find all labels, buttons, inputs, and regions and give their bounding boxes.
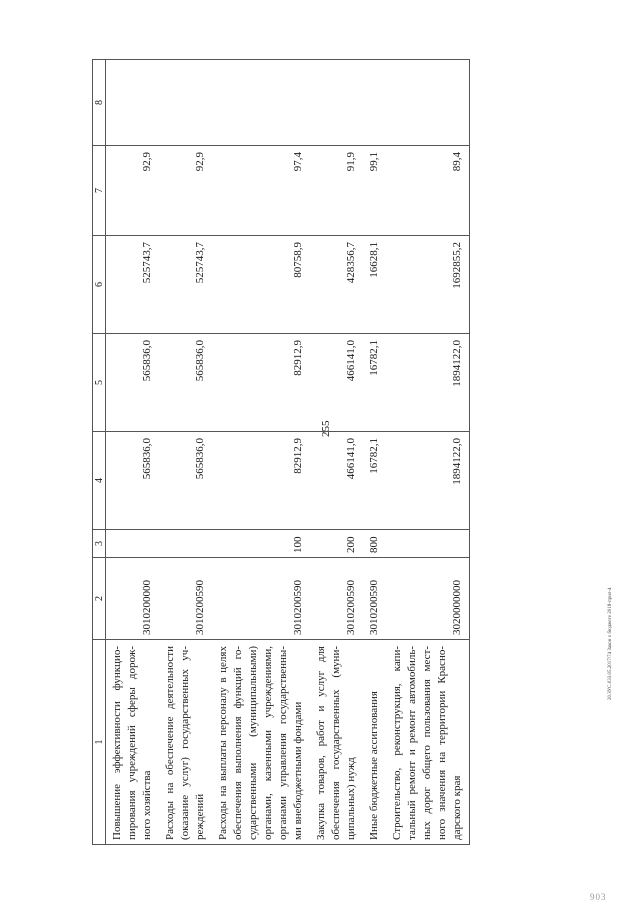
row-name: Иные бюджетные ассигнования bbox=[363, 640, 386, 845]
row-name: Расходы на обеспечение деятельности (оказание услуг) государственных уч-реждений bbox=[159, 640, 212, 845]
row-value-5: 466141,0 bbox=[310, 432, 363, 530]
row-code: 3020000000 bbox=[386, 558, 470, 640]
row-vr: 200 bbox=[310, 530, 363, 558]
row-name: Строительство, реконструкция, капи-тальный ремонт и ремонт автомобиль-ных дорог общего пользования мест-ного значения на территории Красно-дарского края bbox=[386, 640, 470, 845]
row-value-8: 99,1 bbox=[363, 146, 386, 236]
row-value-6: 16782,1 bbox=[363, 334, 386, 432]
row-code: 3010200590 bbox=[363, 558, 386, 640]
row-value-8: 92,9 bbox=[159, 146, 212, 236]
row-code: 3010200590 bbox=[212, 558, 310, 640]
corner-mark: 903 bbox=[590, 892, 607, 902]
row-value-8: 92,9 bbox=[106, 146, 160, 236]
column-header: 4 bbox=[93, 432, 106, 530]
column-header: 7 bbox=[93, 146, 106, 236]
row-value-8: 89,4 bbox=[386, 146, 470, 236]
row-value-7: 525743,7 bbox=[159, 236, 212, 334]
row-value-7: 80758,9 bbox=[212, 236, 310, 334]
row-code: 3010200590 bbox=[159, 558, 212, 640]
row-vr bbox=[159, 530, 212, 558]
column-header: 8 bbox=[93, 60, 106, 146]
column-header: 3 bbox=[93, 530, 106, 558]
page-number: 255 bbox=[320, 420, 332, 437]
row-value-5: 82912,9 bbox=[212, 432, 310, 530]
row-name: Закупка товаров, работ и услуг для обеспечения государственных (муни-ципальных) нужд bbox=[310, 640, 363, 845]
table-row bbox=[386, 60, 470, 845]
row-value-6: 565836,0 bbox=[106, 334, 160, 432]
column-header: 1 bbox=[93, 640, 106, 845]
row-value-6: 1894122,0 bbox=[386, 334, 470, 432]
row-value-7: 16628,1 bbox=[363, 236, 386, 334]
row-value-6: 82912,9 bbox=[212, 334, 310, 432]
row-vr bbox=[106, 530, 160, 558]
row-value-7: 1692855,2 bbox=[386, 236, 470, 334]
row-value-7: 428356,7 bbox=[310, 236, 363, 334]
row-code: 3010200000 bbox=[106, 558, 160, 640]
column-header: 2 bbox=[93, 558, 106, 640]
row-vr: 800 bbox=[363, 530, 386, 558]
row-value-8: 91,9 bbox=[310, 146, 363, 236]
row-value-8: 97,4 bbox=[212, 146, 310, 236]
table-row bbox=[159, 60, 212, 845]
row-value-5: 1894122,0 bbox=[386, 432, 470, 530]
row-code: 3010200590 bbox=[310, 558, 363, 640]
row-value-5: 565836,0 bbox=[106, 432, 160, 530]
budget-table-container bbox=[92, 60, 572, 845]
budget-table bbox=[92, 59, 470, 845]
row-name: Повышение эффективности функцио-пирования учреждений сферы дорож-ного хозяйства bbox=[106, 640, 160, 845]
table-row bbox=[212, 60, 310, 845]
row-value-6: 466141,0 bbox=[310, 334, 363, 432]
table-row bbox=[310, 60, 363, 845]
footer-file-path: 20.ЗУС.033.05.2017/74 Закон о бюджете 2018-прил-4 bbox=[608, 587, 613, 700]
row-value-5: 565836,0 bbox=[159, 432, 212, 530]
row-name: Расходы на выплаты персоналу в целях обеспечения выполнения функций го-сударственными (муниципальными) органами, казенными учреждениями, органами управления государственны-ми внебюджетными фондами bbox=[212, 640, 310, 845]
row-value-5: 16782,1 bbox=[363, 432, 386, 530]
row-vr bbox=[386, 530, 470, 558]
row-value-7: 525743,7 bbox=[106, 236, 160, 334]
column-header: 6 bbox=[93, 236, 106, 334]
row-vr: 100 bbox=[212, 530, 310, 558]
table-row bbox=[363, 60, 386, 845]
table-row bbox=[106, 60, 160, 845]
column-header: 5 bbox=[93, 334, 106, 432]
row-value-6: 565836,0 bbox=[159, 334, 212, 432]
table-header-row bbox=[93, 60, 106, 845]
